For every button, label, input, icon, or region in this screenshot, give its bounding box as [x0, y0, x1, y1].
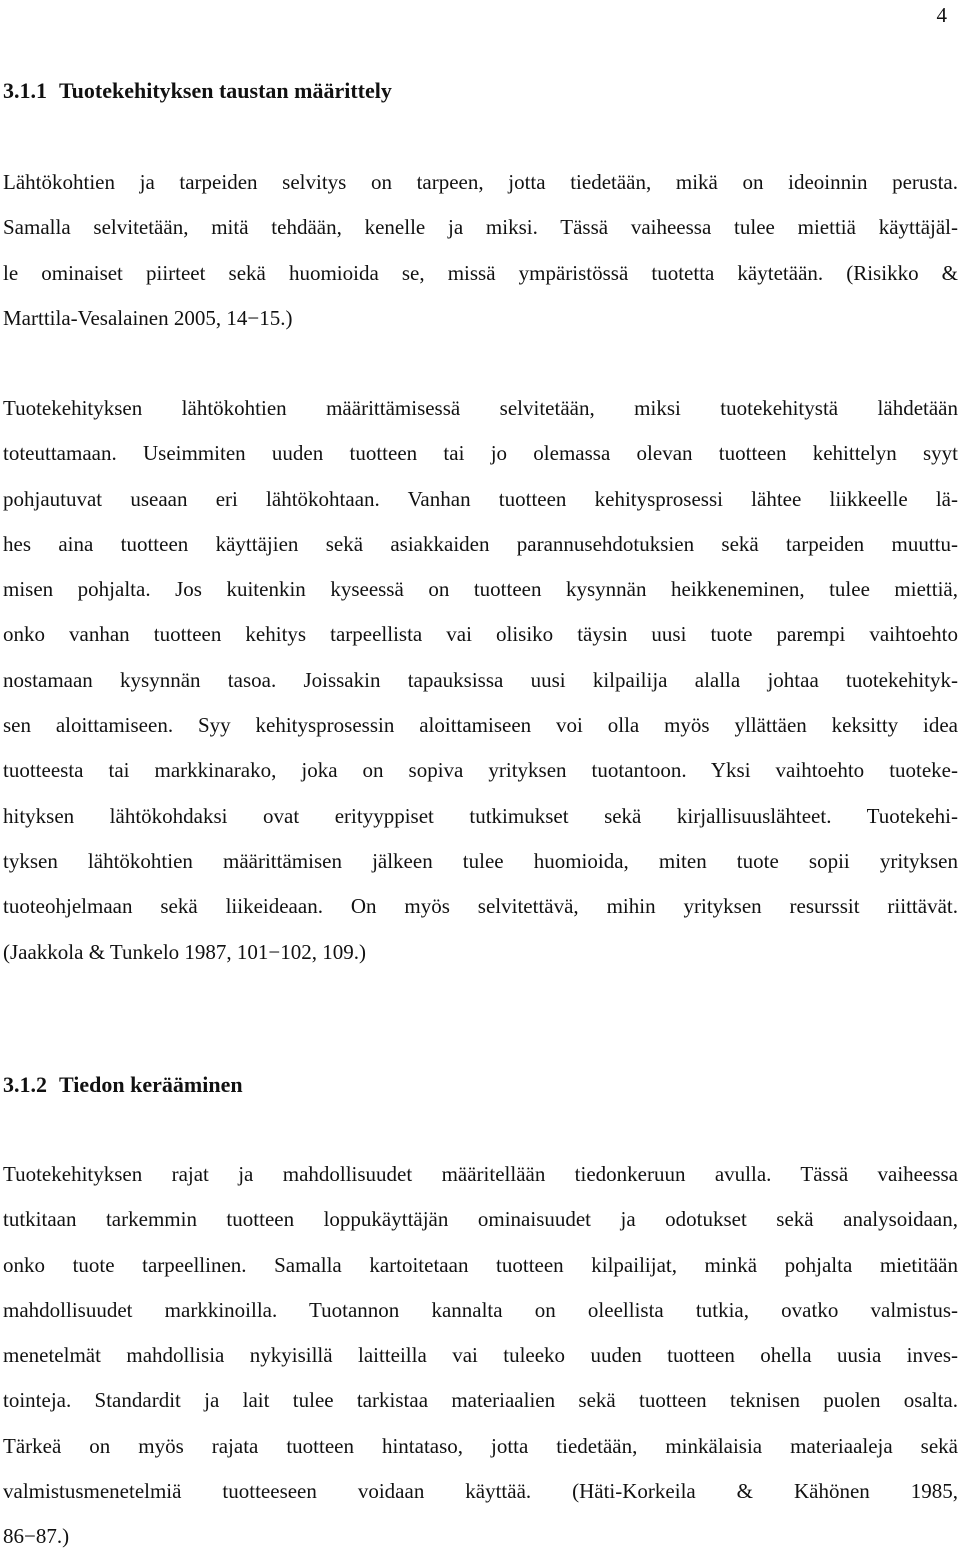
text-line: le ominaiset piirteet sekä huomioida se, missä ympäristössä tuotetta käytetään. (Risikko & — [3, 260, 958, 285]
page-number: 4 — [936, 3, 947, 27]
section-number: 3.1.2 — [3, 1072, 47, 1097]
text-line: Marttila-Vesalainen 2005, 14−15.) — [3, 305, 293, 330]
text-line: sen aloittamiseen. Syy kehitysprosessin aloittamiseen voi olla myös yllättäen keksitty idea — [3, 713, 958, 738]
text-line: onko vanhan tuotteen kehitys tarpeellista vai olisiko täysin uusi tuote parempi vaihtoehto — [3, 622, 958, 647]
text-line: tuoteohjelmaan sekä liikeideaan. On myös selvitettävä, mihin yrityksen resurssit riittävät. — [3, 894, 958, 919]
body-paragraph — [3, 1152, 958, 1560]
text-line: misen pohjalta. Jos kuitenkin kyseessä on tuotteen kysynnän heikkeneminen, tulee miettiä, — [3, 577, 958, 602]
text-line: tuotteesta tai markkinarako, joka on sopiva yrityksen tuotantoon. Yksi vaihtoehto tuoteke- — [3, 758, 958, 783]
text-line: Tuotekehityksen rajat ja mahdollisuudet määritellään tiedonkeruun avulla. Tässä vaiheessa — [3, 1162, 958, 1186]
text-line: nostamaan kysynnän tasoa. Joissakin tapauksissa uusi kilpailija alalla johtaa tuotekehityk- — [3, 667, 958, 692]
text-line: (Jaakkola & Tunkelo 1987, 101−102, 109.) — [3, 939, 366, 964]
section-number: 3.1.1 — [3, 78, 47, 103]
text-line: mahdollisuudet markkinoilla. Tuotannon kannalta on oleellista tutkia, ovatko valmistus- — [3, 1297, 958, 1322]
text-line: 86−87.) — [3, 1524, 70, 1549]
section-heading — [3, 1070, 243, 1100]
text-line: Tärkeä on myös rajata tuotteen hintataso, jotta tiedetään, minkälaisia materiaaleja sekä — [3, 1433, 958, 1458]
body-paragraph — [3, 386, 958, 975]
section-title: Tuotekehityksen taustan määrittely — [59, 78, 392, 103]
body-paragraph — [3, 160, 958, 341]
text-line: pohjautuvat useaan eri lähtökohtaan. Vanhan tuotteen kehitysprosessi lähtee liikkeelle lä- — [3, 486, 958, 511]
text-line: hes aina tuotteen käyttäjien sekä asiakkaiden parannusehdotuksien sekä tarpeiden muuttu- — [3, 531, 958, 556]
text-line: onko tuote tarpeellinen. Samalla kartoitetaan tuotteen kilpailijat, minkä pohjalta mietitään — [3, 1252, 958, 1277]
text-line: menetelmät mahdollisia nykyisillä laitteilla vai tuleeko uuden tuotteen ohella uusia inves- — [3, 1343, 958, 1368]
text-line: Tuotekehityksen lähtökohtien määrittämisessä selvitetään, miksi tuotekehitystä lähdetään — [3, 396, 958, 420]
text-line: valmistusmenetelmiä tuotteeseen voidaan käyttää. (Häti-Korkeila & Kähönen 1985, — [3, 1479, 958, 1504]
text-line: tointeja. Standardit ja lait tulee tarkistaa materiaalien sekä tuotteen teknisen puolen osalta. — [3, 1388, 958, 1413]
section-title: Tiedon kerääminen — [59, 1072, 243, 1097]
text-line: toteuttamaan. Useimmiten uuden tuotteen tai jo olemassa olevan tuotteen kehittelyn syyt — [3, 441, 958, 466]
section-heading — [3, 76, 392, 106]
text-line: Lähtökohtien ja tarpeiden selvitys on tarpeen, jotta tiedetään, mikä on ideoinnin perusta. — [3, 170, 958, 194]
text-line: hityksen lähtökohdaksi ovat erityyppiset tutkimukset sekä kirjallisuuslähteet. Tuotekehi- — [3, 803, 958, 828]
text-line: Samalla selvitetään, mitä tehdään, kenelle ja miksi. Tässä vaiheessa tulee miettiä käyttäjäl- — [3, 215, 958, 240]
text-line: tyksen lähtökohtien määrittämisen jälkeen tulee huomioida, miten tuote sopii yrityksen — [3, 848, 958, 873]
text-line: tutkitaan tarkemmin tuotteen loppukäyttäjän ominaisuudet ja odotukset sekä analysoidaan, — [3, 1207, 958, 1232]
